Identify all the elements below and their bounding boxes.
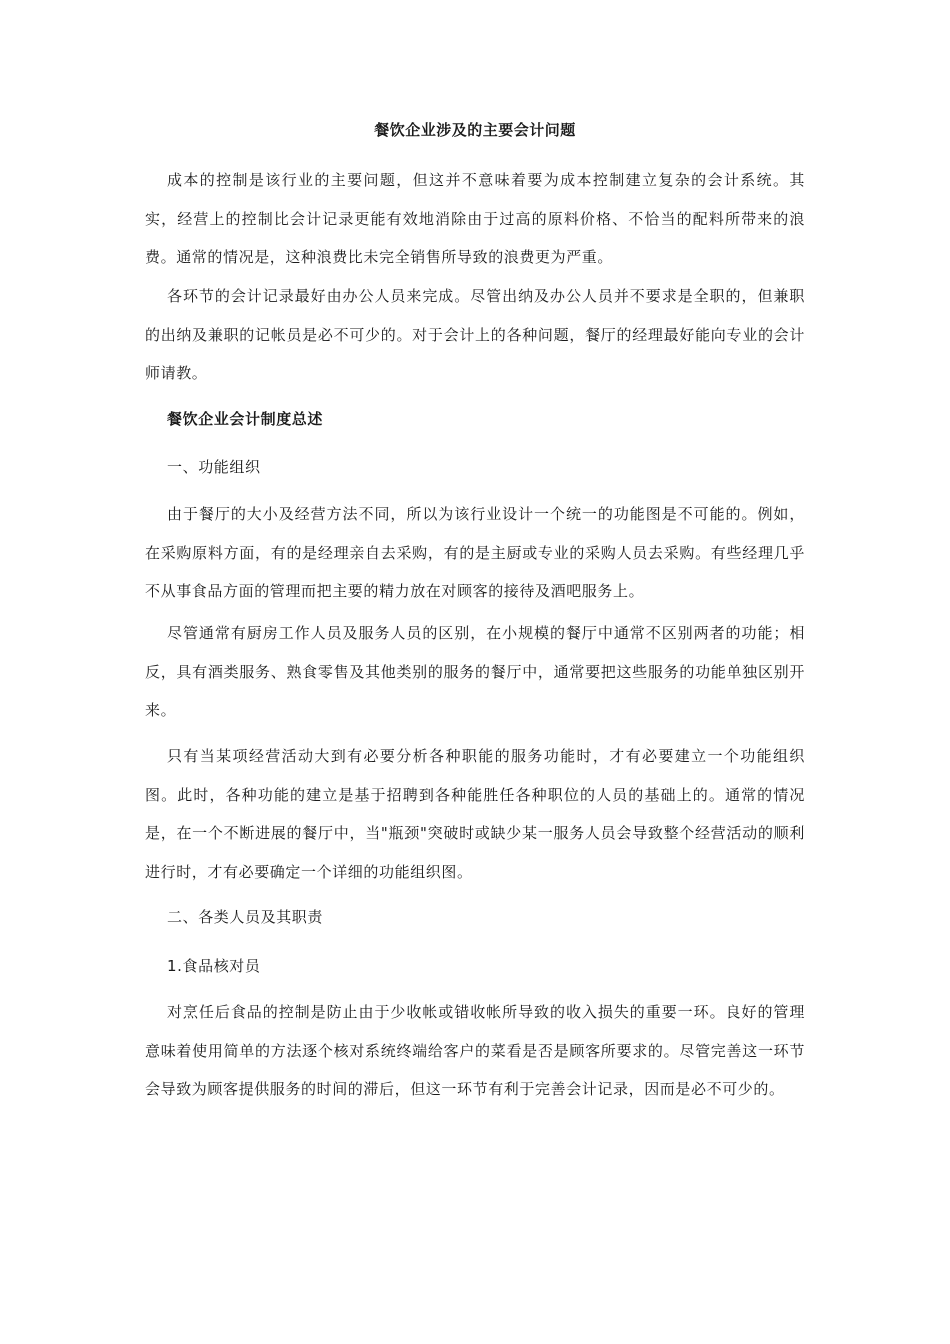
paragraph-organization-chart: 只有当某项经营活动大到有必要分析各种职能的服务功能时，才有必要建立一个功能组织图。此时，各种功能的建立是基于招聘到各种能胜任各种职位的人员的基础上的。通常的情况是，在一个不断进展的餐厅中，当"瓶颈"突破时或缺少某一服务人员会导致整个经营活动的顺利进行时，才有必要确定一个详细的功能组织图。 — [145, 747, 805, 881]
paragraph-kitchen-service: 尽管通常有厨房工作人员及服务人员的区别，在小规模的餐厅中通常不区别两者的功能；相反，具有酒类服务、熟食零售及其他类别的服务的餐厅中，通常要把这些服务的功能单独区别开来。 — [145, 624, 805, 719]
section-title: 餐饮企业会计制度总述 — [167, 410, 324, 428]
paragraph-food-control: 对烹任后食品的控制是防止由于少收帐或错收帐所导致的收入损失的重要一环。良好的管理意味着使用简单的方法逐个核对系统终端给客户的菜看是否是顾客所要求的。尽管完善这一环节会导致为顾客提供服务的时间的滞后，但这一环节有利于完善会计记录，因而是必不可少的。 — [145, 1003, 805, 1098]
paragraph-function-chart: 由于餐厅的大小及经营方法不同，所以为该行业设计一个统一的功能图是不可能的。例如，在采购原料方面，有的是经理亲自去采购，有的是主厨或专业的采购人员去采购。有些经理几乎不从事食品方面的管理而把主要的精力放在对顾客的接待及酒吧服务上。 — [145, 505, 805, 600]
heading-food-checker: 1.食品核对员 — [167, 957, 261, 975]
document-title: 餐饮企业涉及的主要会计问题 — [374, 121, 576, 139]
heading-staff-duties: 二、各类人员及其职责 — [167, 908, 324, 926]
paragraph-accounting-staff: 各环节的会计记录最好由办公人员来完成。尽管出纳及办公人员并不要求是全职的，但兼职的出纳及兼职的记帐员是必不可少的。对于会计上的各种问题，餐厅的经理最好能向专业的会计师请教。 — [145, 287, 805, 382]
paragraph-cost-control: 成本的控制是该行业的主要问题，但这并不意味着要为成本控制建立复杂的会计系统。其实，经营上的控制比会计记录更能有效地消除由于过高的原料价格、不恰当的配料所带来的浪费。通常的情况是，这种浪费比未完全销售所导致的浪费更为严重。 — [145, 171, 805, 266]
heading-function-organization: 一、功能组织 — [167, 458, 261, 476]
